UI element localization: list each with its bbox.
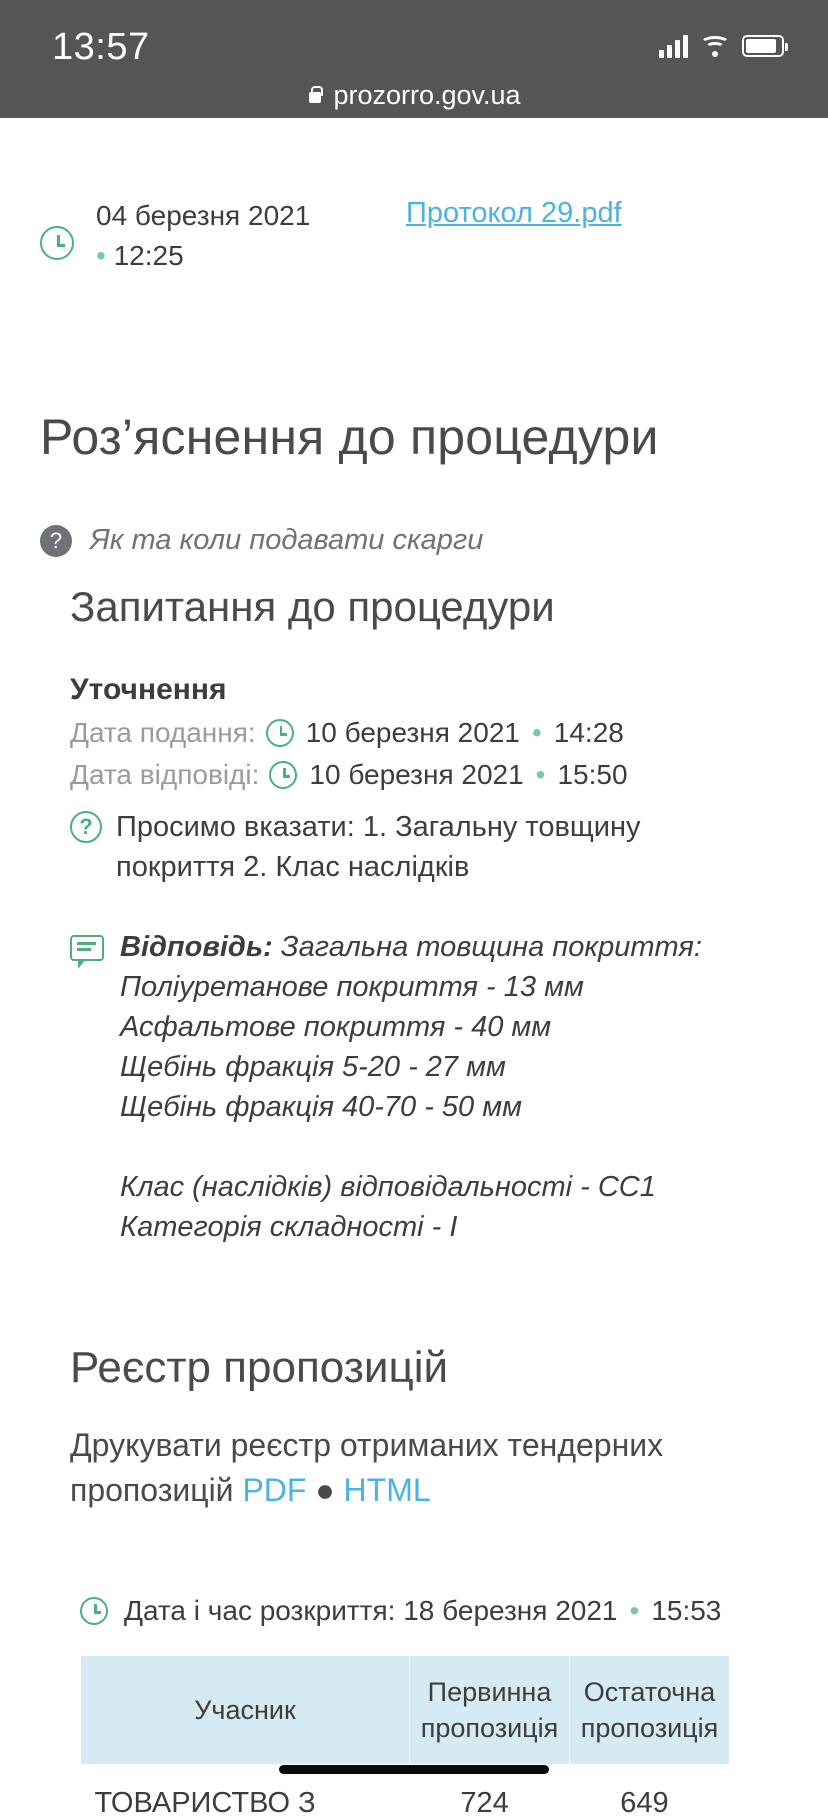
question-text: Просимо вказати: 1. Загальну товщину покриття 2. Клас наслідків — [116, 807, 746, 887]
status-bar-clock: 13:57 — [52, 26, 150, 69]
cellular-bars-icon — [659, 34, 688, 58]
answered-date-row — [70, 759, 788, 791]
submitted-time: 14:28 — [554, 717, 624, 749]
answered-date: 10 березня 2021 — [309, 759, 523, 791]
cell-initial-bid: 724 — [410, 1765, 570, 1820]
clock-icon — [80, 1597, 108, 1625]
status-bar-indicators — [659, 34, 784, 58]
question-block — [70, 807, 788, 887]
cell-final-bid: 649 — [570, 1765, 730, 1820]
print-html-link[interactable]: HTML — [344, 1472, 431, 1508]
column-header-final-bid: Остаточна пропозиція — [570, 1656, 730, 1765]
opening-label: Дата і час розкриття: 18 березня 2021 — [124, 1595, 618, 1627]
answered-time: 15:50 — [557, 759, 627, 791]
page-title-clarifications: Роз’яснення до процедури — [40, 408, 788, 466]
clock-icon — [269, 761, 297, 789]
print-register-label: Друкувати реєстр отриманих тендерних пропозицій — [70, 1427, 663, 1508]
battery-icon — [742, 35, 784, 57]
print-register-row — [70, 1423, 720, 1513]
help-link-label[interactable]: Як та коли подавати скарги — [90, 524, 483, 557]
answer-line-3: Щебінь фракція 5-20 - 27 мм — [120, 1047, 702, 1087]
status-bar — [0, 0, 828, 118]
document-datetime — [96, 196, 396, 276]
column-header-initial-bid: Первинна пропозиція — [410, 1656, 570, 1765]
bullet-separator: • — [532, 717, 542, 749]
page-title-register: Реєстр пропозицій — [70, 1343, 788, 1393]
answer-label: Відповідь: — [120, 931, 273, 963]
subheading-questions: Запитання до процедури — [70, 583, 788, 631]
answer-line-6: Категорія складності - I — [120, 1207, 702, 1247]
answer-block — [70, 927, 788, 1247]
answer-line-4: Щебінь фракція 40-70 - 50 мм — [120, 1087, 702, 1127]
page-content — [0, 118, 828, 1792]
opening-datetime-row — [80, 1595, 788, 1627]
answered-label: Дата відповіді: — [70, 759, 259, 791]
answer-text — [120, 927, 702, 1247]
url-text: prozorro.gov.ua — [333, 80, 520, 111]
comment-bubble-icon — [70, 935, 104, 961]
document-time: 12:25 — [114, 240, 184, 271]
question-circle-icon: ? — [70, 811, 102, 843]
bullet-separator: • — [96, 240, 106, 271]
column-header-participant: Учасник — [81, 1656, 410, 1765]
bullet-separator: • — [630, 1595, 640, 1627]
bullet-separator: ● — [315, 1472, 334, 1508]
document-row — [40, 118, 788, 276]
lock-icon — [307, 85, 323, 105]
answer-line-5: Клас (наслідків) відповідальності - СС1 — [120, 1167, 702, 1207]
browser-url-bar[interactable] — [0, 72, 828, 118]
table-header-row — [81, 1656, 730, 1765]
clarification-item — [70, 673, 788, 1247]
bullet-separator: • — [536, 759, 546, 791]
wifi-icon — [700, 34, 730, 58]
document-date: 04 березня 2021 — [96, 200, 310, 231]
submitted-label: Дата подання: — [70, 717, 256, 749]
question-mark-icon: ? — [40, 525, 72, 557]
home-indicator — [279, 1765, 549, 1774]
submitted-date: 10 березня 2021 — [306, 717, 520, 749]
clock-icon — [40, 226, 74, 260]
clock-icon — [266, 719, 294, 747]
cell-participant: ТОВАРИСТВО З — [81, 1765, 410, 1820]
help-link-row[interactable] — [40, 524, 788, 557]
answer-line-0: Загальна товщина покриття: — [281, 931, 702, 963]
clarification-title: Уточнення — [70, 673, 788, 707]
print-pdf-link[interactable]: PDF — [242, 1472, 306, 1508]
bids-table — [80, 1655, 730, 1820]
opening-time: 15:53 — [651, 1595, 721, 1627]
answer-line-2: Асфальтове покриття - 40 мм — [120, 1007, 702, 1047]
answer-line-1: Поліуретанове покриття - 13 мм — [120, 967, 702, 1007]
document-file-link[interactable]: Протокол 29.pdf — [406, 197, 622, 230]
submitted-date-row — [70, 717, 788, 749]
